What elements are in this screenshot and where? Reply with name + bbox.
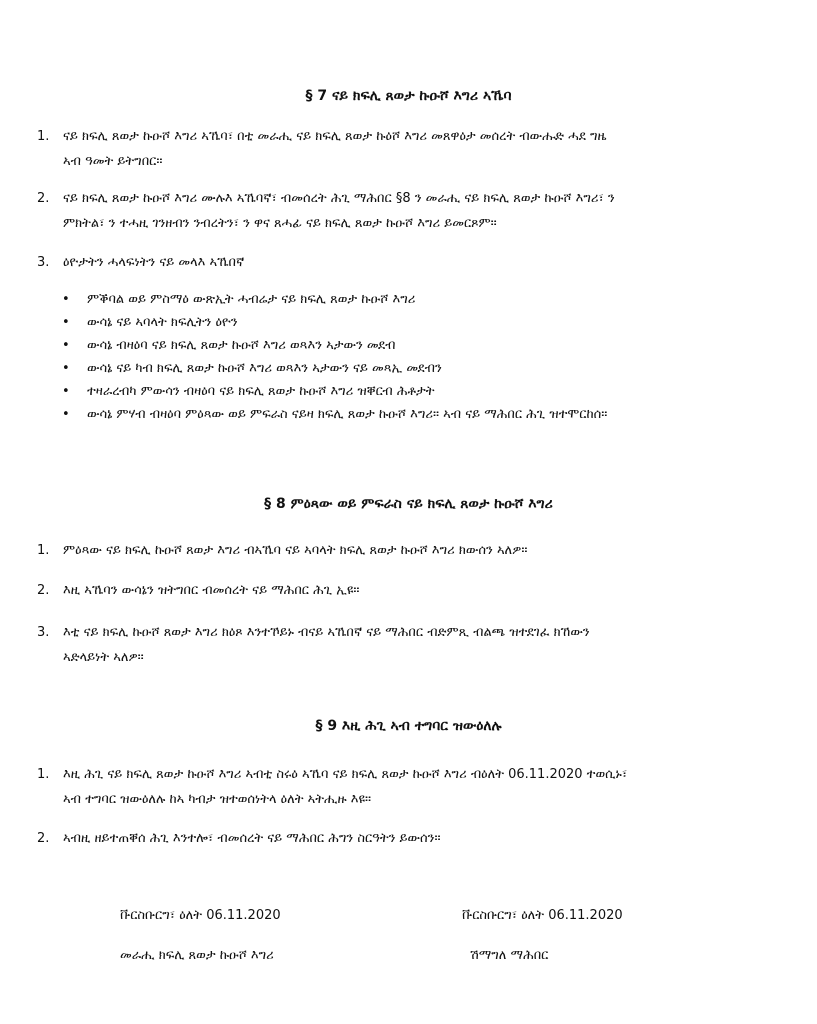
item-number: 2. xyxy=(37,191,50,206)
item-text xyxy=(63,538,779,563)
item-line-1: ዕዮታትን ሓላፍነትን ናይ መላእ ኣኼበኛ xyxy=(63,255,245,270)
bullet-text: ውሳኔ ምሃብ ብዛዕባ ምዕጻው ወይ ምፍራስ ናይዛ ክፍሊ ጸወታ ኩዑሾ እግሪ። ኣብ ናይ ማሕበር ሕጊ ዝተሞርከሰ። xyxy=(87,407,608,422)
item-line-1: ምዕጻው ናይ ክፍሊ ኩዑሾ ጸወታ እግሪ ብኣኼባ ናይ ኣባላት ክፍሊ ጸወታ ኩዑሾ እግሪ ክውሰን ኣለዎ። xyxy=(63,543,528,558)
item-line-2: ኣድላይነት ኣለዎ። xyxy=(63,650,144,665)
signature-right-role: ሽማግለ ማሕበር xyxy=(470,948,549,963)
item-text xyxy=(63,826,779,851)
section-symbol: § xyxy=(315,718,323,734)
section-9-title xyxy=(0,718,817,734)
section-symbol: § xyxy=(305,88,313,104)
item-number: 1. xyxy=(37,543,50,558)
section-title-text: 9 እዚ ሕጊ ኣብ ተግባር ዝውዕለሉ xyxy=(327,718,502,734)
item-line-1: ኣብዚ ዘይተጠቐሰ ሕጊ እንተሎ፣ ብመሰረት ናይ ማሕበር ሕግን ስርዓትን ይውሰን። xyxy=(63,831,441,846)
bullet-text: ተዛራረብካ ምውሳን ብዛዕባ ናይ ክፍሊ ጸወታ ኩዑሾ እግሪ ዝቐርብ ሕቶታት xyxy=(87,384,435,399)
bullet-icon: • xyxy=(62,338,70,353)
item-number: 3. xyxy=(37,255,50,270)
bullet-text: ውሳኔ ናይ ኣባላት ክፍሊትን ዕዮን xyxy=(87,315,238,330)
item-text xyxy=(63,250,779,275)
section-7-title xyxy=(0,88,817,104)
item-number: 1. xyxy=(37,129,50,144)
bullet-text: ውሳኔ ብዛዕባ ናይ ክፍሊ ጸወታ ኩዑሾ እግሪ ወጻእን ኣታውን መደብ xyxy=(87,338,396,353)
bullet-text: ምቕባል ወይ ምስማዕ ውጽኢት ሓብሬታ ናይ ክፍሊ ጸወታ ኩዑሾ እግሪ xyxy=(87,292,416,307)
item-line-1: እቲ ናይ ክፍሊ ኩዑሾ ጸወታ እግሪ ክዕጾ እንተኾይኑ ብናይ ኣኼበኛ ናይ ማሕበር ብድምጺ ብልጫ ዝተደገፈ ክኸውን xyxy=(63,625,590,640)
item-number: 1. xyxy=(37,767,50,782)
item-text xyxy=(63,186,779,236)
section-8-title xyxy=(0,496,817,512)
section-symbol: § xyxy=(264,496,272,512)
item-line-2: ኣብ ተግባር ዝውዕለሉ ከኣ ካብታ ዝተወሰነትላ ዕለት ኣትሒዙ እዩ። xyxy=(63,792,372,807)
item-line-1: ናይ ክፍሊ ጸወታ ኩዑሾ እግሪ ኣኼባ፣ በቲ መራሒ ናይ ክፍሊ ጸወታ ኩዕሾ እግሪ መጸዋዕታ መሰረት ብውሑድ ሓደ ግዜ xyxy=(63,129,607,144)
bullet-icon: • xyxy=(62,407,70,422)
section-title-text: 8 ምዕጻው ወይ ምፍራስ ናይ ክፍሊ ጸወታ ኩዑሾ እግሪ xyxy=(276,496,553,512)
signature-left-place-date: ቩርስቡርግ፣ ዕለት 06.11.2020 xyxy=(120,908,281,923)
item-number: 2. xyxy=(37,831,50,846)
item-line-1: እዚ ሕጊ ናይ ክፍሊ ጸወታ ኩዑሾ እግሪ ኣብቲ ስሩዕ ኣኼባ ናይ ክፍሊ ጸወታ ኩዑሾ እግሪ ብዕለት 06.11.2020 ተወሲኑ፣ xyxy=(63,767,628,782)
item-line-2: ኣብ ዓመት ይትግበር። xyxy=(63,154,163,169)
item-text xyxy=(63,620,779,670)
item-text xyxy=(63,124,779,174)
bullet-icon: • xyxy=(62,361,70,376)
item-line-1: ናይ ክፍሊ ጸወታ ኩዑሾ እግሪ ሙሉእ ኣኼባኛ፣ ብመሰረት ሕጊ ማሕበር §8 ን መራሒ ናይ ክፍሊ ጸወታ ኩዑሾ እግሪ፣ ን xyxy=(63,191,615,206)
item-number: 2. xyxy=(37,583,50,598)
item-number: 3. xyxy=(37,625,50,640)
item-text xyxy=(63,578,779,603)
bullet-icon: • xyxy=(62,292,70,307)
signature-left-role: መራሒ ክፍሊ ጸወታ ኩዑሾ እግሪ xyxy=(120,948,274,963)
item-line-1: እዚ ኣኼባን ውሳኔን ዝትግበር ብመሰረት ናይ ማሕበር ሕጊ ኢዩ። xyxy=(63,583,360,598)
item-text xyxy=(63,762,779,812)
bullet-text: ውሳኔ ናይ ካብ ክፍሊ ጸወታ ኩዑሾ እግሪ ወጻእን ኣታውን ናይ መጻኢ መደብን xyxy=(87,361,442,376)
item-line-2: ምክትል፣ ን ተሓዚ ገንዘብን ንብረትን፣ ን ዋና ጸሓፊ ናይ ክፍሊ ጸወታ ኩዑሾ እግሪ ይመርጾም። xyxy=(63,216,497,231)
bullet-icon: • xyxy=(62,315,70,330)
section-title-text: 7 ናይ ክፍሊ ጸወታ ኩዑሾ እግሪ ኣኼባ xyxy=(317,88,512,104)
signature-right-place-date: ቩርስቡርግ፣ ዕለት 06.11.2020 xyxy=(462,908,623,923)
bullet-icon: • xyxy=(62,384,70,399)
